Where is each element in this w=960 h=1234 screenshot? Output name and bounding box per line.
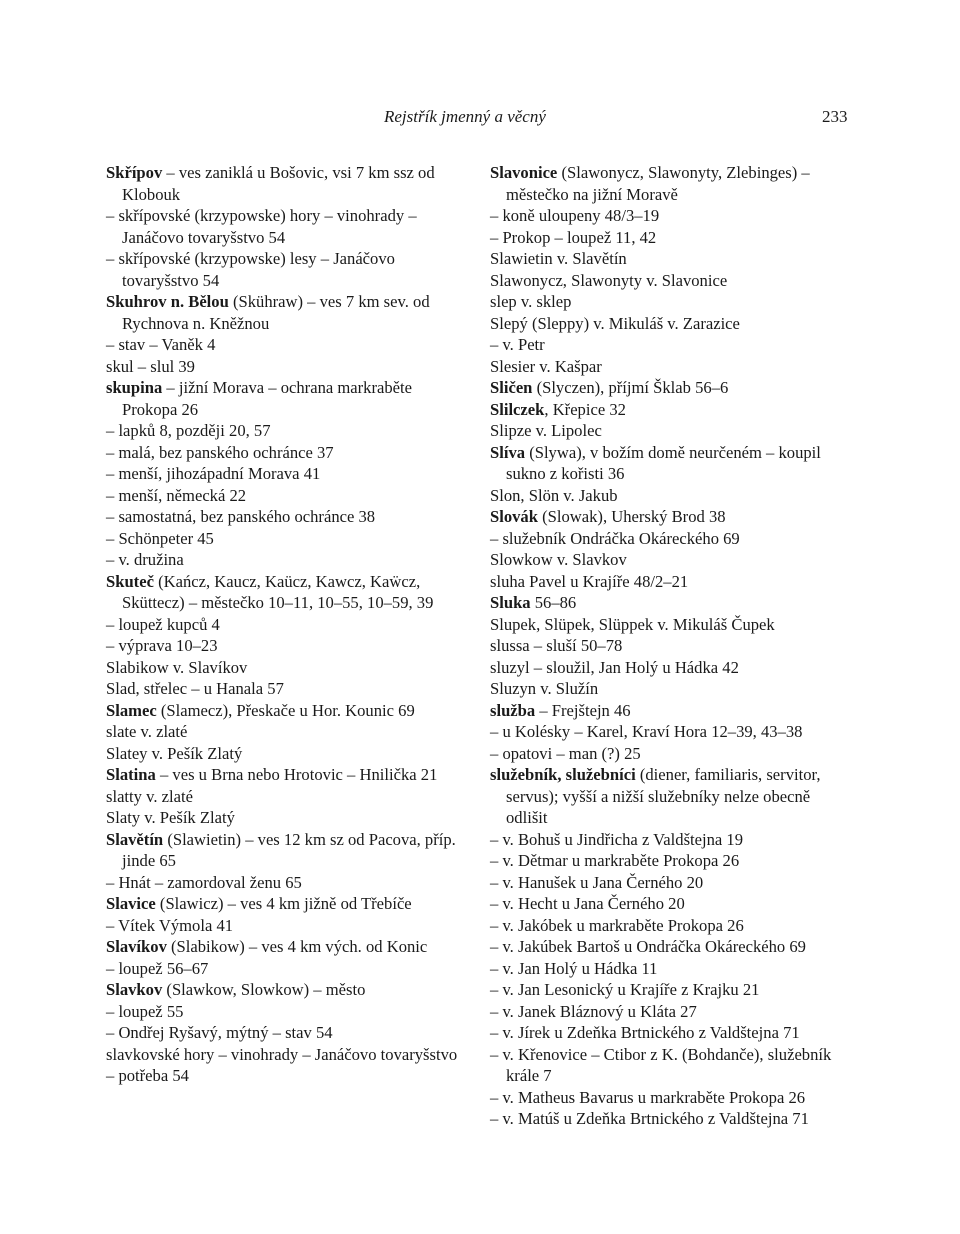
index-entry	[106, 786, 468, 808]
index-entry-text: – v. Petr	[490, 335, 545, 354]
index-entry	[106, 420, 468, 442]
index-entry-text: Slawietin v. Slavětín	[490, 249, 627, 268]
index-entry-text: sluzyl – sloužil, Jan Holý u Hádka 42	[490, 657, 739, 677]
index-entry-text: (Slawonycz, Slawonyty, Zlebinges) – městečko na jižní Moravě	[506, 163, 810, 204]
index-entry	[490, 743, 848, 765]
index-entry	[490, 377, 848, 399]
index-entry	[106, 678, 468, 700]
index-entry	[490, 442, 848, 485]
index-entry-text: – ves zaniklá u Bošovic, vsi 7 km ssz od Klobouk	[122, 163, 435, 204]
index-entry	[106, 1022, 468, 1044]
index-entry	[106, 979, 468, 1001]
index-entry	[490, 270, 848, 292]
index-entry-text: Slaty v. Pešík Zlatý	[106, 808, 235, 827]
index-entry-text: – loupež 56–67	[106, 958, 209, 978]
index-entry-text: (Kańcz, Kaucz, Kaücz, Kawcz, Kaẅcz, Sküttecz) – městečko 10–11, 10–55, 10–59, 39	[122, 571, 434, 612]
index-entry	[106, 872, 468, 894]
index-entry	[106, 657, 468, 679]
index-entry	[490, 506, 848, 528]
index-entry-text: – v. Hecht u Jana Černého 20	[490, 894, 685, 913]
index-entry-text: – v. Jakúbek Bartoš u Ondráčka Okáreckého 69	[490, 937, 806, 956]
index-entry	[106, 958, 468, 980]
index-entry	[106, 205, 468, 248]
index-entry	[106, 571, 468, 614]
index-headword: Slíva	[490, 442, 526, 462]
index-entry-text: sluha Pavel u Krajíře 48/2–21	[490, 571, 689, 591]
index-entry-text: (Slawietin) – ves 12 km sz od Pacova, příp. jinde 65	[122, 829, 456, 870]
index-entry-text: – v. Jírek u Zdeňka Brtnického z Valdštejna 71	[490, 1023, 800, 1042]
index-entry-text: (Slawicz) – ves 4 km jižně od Třebíče	[155, 894, 412, 913]
index-headword: Slavíkov	[106, 937, 167, 956]
index-entry	[106, 915, 468, 937]
index-entry	[490, 571, 848, 593]
index-entry	[106, 614, 468, 636]
index-entry-text: – v. Křenovice – Ctibor z K. (Bohdanče), služebník krále 7	[490, 1044, 832, 1085]
index-entry	[106, 162, 468, 205]
index-headword: Sluka	[490, 593, 531, 612]
index-entry	[490, 356, 848, 378]
index-entry-text: Slatey v. Pešík Zlatý	[106, 743, 243, 763]
index-entry-text: slep v. sklep	[490, 292, 572, 311]
index-entry-text: – Schönpeter 45	[106, 528, 214, 548]
index-entry	[106, 506, 468, 528]
index-entry	[106, 528, 468, 550]
index-entry-text: – v. družina	[106, 550, 184, 569]
index-entry-text: 56–86	[530, 593, 577, 612]
index-entry-text: (Skühraw) – ves 7 km sev. od Rychnova n. Kněžnou	[122, 292, 430, 333]
index-entry-text: – samostatná, bez panského ochránce 38	[106, 507, 376, 526]
index-entry-text: (Slawkow, Slowkow) – město	[162, 980, 366, 999]
index-entry	[106, 829, 468, 872]
index-entry-text: slavkovské hory – vinohrady – Janáčovo tovaryšstvo	[106, 1044, 458, 1064]
index-headword: skupina	[106, 378, 163, 397]
index-entry-text: – loupež 55	[106, 1001, 184, 1021]
index-entry-text: – Hnát – zamordoval ženu 65	[106, 872, 302, 892]
index-entry-text: – loupež kupců 4	[106, 614, 220, 634]
index-headword: Slovák	[490, 507, 538, 526]
index-column-right	[490, 162, 848, 1130]
index-entry	[490, 764, 848, 829]
index-entry-text: (Slamecz), Přeskače u Hor. Kounic 69	[156, 700, 415, 720]
index-entry	[490, 850, 848, 872]
index-entry	[490, 721, 848, 743]
index-entry	[490, 872, 848, 894]
index-entry	[106, 485, 468, 507]
index-entry	[106, 635, 468, 657]
index-entry	[490, 291, 848, 313]
index-entry	[490, 205, 848, 227]
index-entry	[106, 334, 468, 356]
index-headword: Slavkov	[106, 980, 163, 999]
index-headword: služba	[490, 700, 536, 720]
index-entry-text: Slesier v. Kašpar	[490, 356, 602, 376]
index-entry-text: – malá, bez panského ochránce 37	[106, 442, 334, 462]
index-entry	[490, 334, 848, 356]
index-entry	[106, 377, 468, 420]
index-entry-text: – v. Matheus Bavarus u markraběte Prokopa 26	[490, 1087, 806, 1107]
index-entry-text: Slepý (Sleppy) v. Mikuláš v. Zarazice	[490, 313, 740, 333]
index-entry-text: – jižní Morava – ochrana markraběte Prokopa 26	[122, 378, 412, 419]
index-entry	[490, 678, 848, 700]
index-entry	[490, 936, 848, 958]
index-entry	[106, 700, 468, 722]
running-title: Rejstřík jmenný a věcný	[384, 107, 546, 126]
index-entry	[490, 1001, 848, 1023]
index-entry-text: – Frejštejn 46	[535, 700, 631, 720]
index-entry	[106, 463, 468, 485]
index-entry-text: (Slabikow) – ves 4 km vých. od Konic	[166, 937, 428, 956]
index-headword: Skuhrov n. Bělou	[106, 292, 229, 311]
running-head	[0, 107, 960, 129]
index-entry-text: – skřípovské (krzypowske) hory – vinohrady – Janáčovo tovaryšstvo 54	[106, 206, 417, 247]
index-entry-text: – menší, německá 22	[106, 485, 247, 505]
index-entry-text: – v. Janek Bláznový u Kláta 27	[490, 1001, 697, 1021]
index-entry	[490, 1044, 848, 1087]
index-entry	[490, 979, 848, 1001]
index-entry	[490, 592, 848, 614]
index-entry-text: – v. Dětmar u markraběte Prokopa 26	[490, 851, 740, 870]
index-entry-text: Slipze v. Lipolec	[490, 421, 602, 440]
index-entry	[106, 442, 468, 464]
index-entry-text: Slad, střelec – u Hanala 57	[106, 679, 284, 698]
index-entry-text: (Slyczen), příjmí Šklab 56–6	[532, 378, 729, 397]
index-entry	[490, 313, 848, 335]
index-headword: služebník, služebníci	[490, 765, 636, 784]
index-entry-text: (Slowak), Uherský Brod 38	[537, 507, 726, 526]
index-entry-text: – u Kolésky – Karel, Kraví Hora 12–39, 43–38	[490, 722, 803, 741]
index-entry	[106, 893, 468, 915]
index-entry	[490, 1108, 848, 1130]
index-entry	[106, 1001, 468, 1023]
index-entry	[490, 485, 848, 507]
index-entry-text: Slawonycz, Slawonyty v. Slavonice	[490, 270, 728, 290]
index-entry-text: – skřípovské (krzypowske) lesy – Janáčovo tovaryšstvo 54	[106, 249, 395, 290]
index-entry	[490, 227, 848, 249]
index-headword: Slavonice	[490, 163, 558, 182]
index-entry	[490, 1087, 848, 1109]
index-entry-text: , Křepice 32	[544, 399, 626, 419]
index-entry-text: – koně uloupeny 48/3–19	[490, 206, 660, 225]
index-column-left	[106, 162, 468, 1087]
index-headword: Slamec	[106, 700, 157, 720]
index-entry	[490, 635, 848, 657]
index-entry	[106, 807, 468, 829]
index-entry-text: – Ondřej Ryšavý, mýtný – stav 54	[106, 1023, 333, 1042]
index-entry-text: – v. Matúš u Zdeňka Brtnického z Valdštejna 71	[490, 1109, 809, 1128]
index-headword: Slilczek	[490, 399, 545, 419]
index-entry	[490, 248, 848, 270]
index-entry-text: – v. Hanušek u Jana Černého 20	[490, 872, 704, 892]
index-entry-text: skul – slul 39	[106, 356, 195, 376]
index-headword: Slavětín	[106, 829, 164, 849]
index-entry	[106, 743, 468, 765]
index-entry	[490, 399, 848, 421]
index-headword: Skřípov	[106, 163, 163, 182]
index-entry-text: – menší, jihozápadní Morava 41	[106, 464, 321, 483]
index-entry-text: Slon, Slön v. Jakub	[490, 485, 618, 505]
index-entry-text: – výprava 10–23	[106, 636, 218, 655]
index-entry-text: – stav – Vaněk 4	[106, 335, 216, 354]
index-entry	[106, 1044, 468, 1066]
index-entry	[490, 700, 848, 722]
index-entry-text: Slabikow v. Slavíkov	[106, 657, 248, 677]
index-entry	[106, 721, 468, 743]
index-entry-text: – služebník Ondráčka Okáreckého 69	[490, 528, 740, 548]
index-entry	[106, 1065, 468, 1087]
index-entry-text: – v. Jan Lesonický u Krajíře z Krajku 21	[490, 980, 760, 999]
index-headword: Sličen	[490, 378, 533, 397]
index-entry-text: slussa – sluší 50–78	[490, 636, 623, 655]
index-entry-text: Slowkow v. Slavkov	[490, 550, 627, 569]
index-entry-text: Sluzyn v. Služín	[490, 679, 599, 698]
index-entry	[490, 1022, 848, 1044]
index-headword: Slatina	[106, 765, 156, 784]
index-entry	[490, 657, 848, 679]
index-entry-text: Slupek, Slüpek, Slüppek v. Mikuláš Čupek	[490, 614, 775, 634]
index-entry-text: (diener, familiaris, servitor, servus); vyšší a nižší služebníky nelze obecně odlišit	[506, 765, 821, 827]
index-entry-text: – opatovi – man (?) 25	[490, 743, 641, 763]
index-entry	[490, 915, 848, 937]
index-headword: Skuteč	[106, 571, 154, 591]
index-entry-text: slate v. zlaté	[106, 722, 188, 741]
index-entry-text: – potřeba 54	[106, 1066, 189, 1085]
index-entry	[490, 829, 848, 851]
page-number: 233	[822, 107, 848, 126]
index-entry	[490, 893, 848, 915]
index-entry	[490, 162, 848, 205]
index-entry	[106, 356, 468, 378]
index-headword: Slavice	[106, 894, 156, 913]
index-entry	[490, 958, 848, 980]
index-entry	[106, 248, 468, 291]
index-entry-text: – v. Jan Holý u Hádka 11	[490, 958, 658, 978]
index-entry-text: – Vítek Výmola 41	[106, 915, 234, 935]
index-entry	[490, 549, 848, 571]
index-entry-text: slatty v. zlaté	[106, 786, 193, 806]
index-entry	[106, 764, 468, 786]
index-entry	[106, 936, 468, 958]
index-entry	[106, 291, 468, 334]
index-entry-text: (Slywa), v božím domě neurčeném – koupil sukno z kořisti 36	[506, 442, 821, 483]
index-entry-text: – lapků 8, později 20, 57	[106, 421, 271, 440]
index-entry	[490, 420, 848, 442]
index-entry	[490, 528, 848, 550]
index-entry-text: – ves u Brna nebo Hrotovic – Hnilička 21	[155, 765, 438, 784]
index-entry-text: – Prokop – loupež 11, 42	[490, 227, 657, 247]
index-entry-text: – v. Jakóbek u markraběte Prokopa 26	[490, 915, 744, 935]
index-entry-text: – v. Bohuš u Jindřicha z Valdštejna 19	[490, 829, 744, 849]
index-entry	[106, 549, 468, 571]
index-entry	[490, 614, 848, 636]
